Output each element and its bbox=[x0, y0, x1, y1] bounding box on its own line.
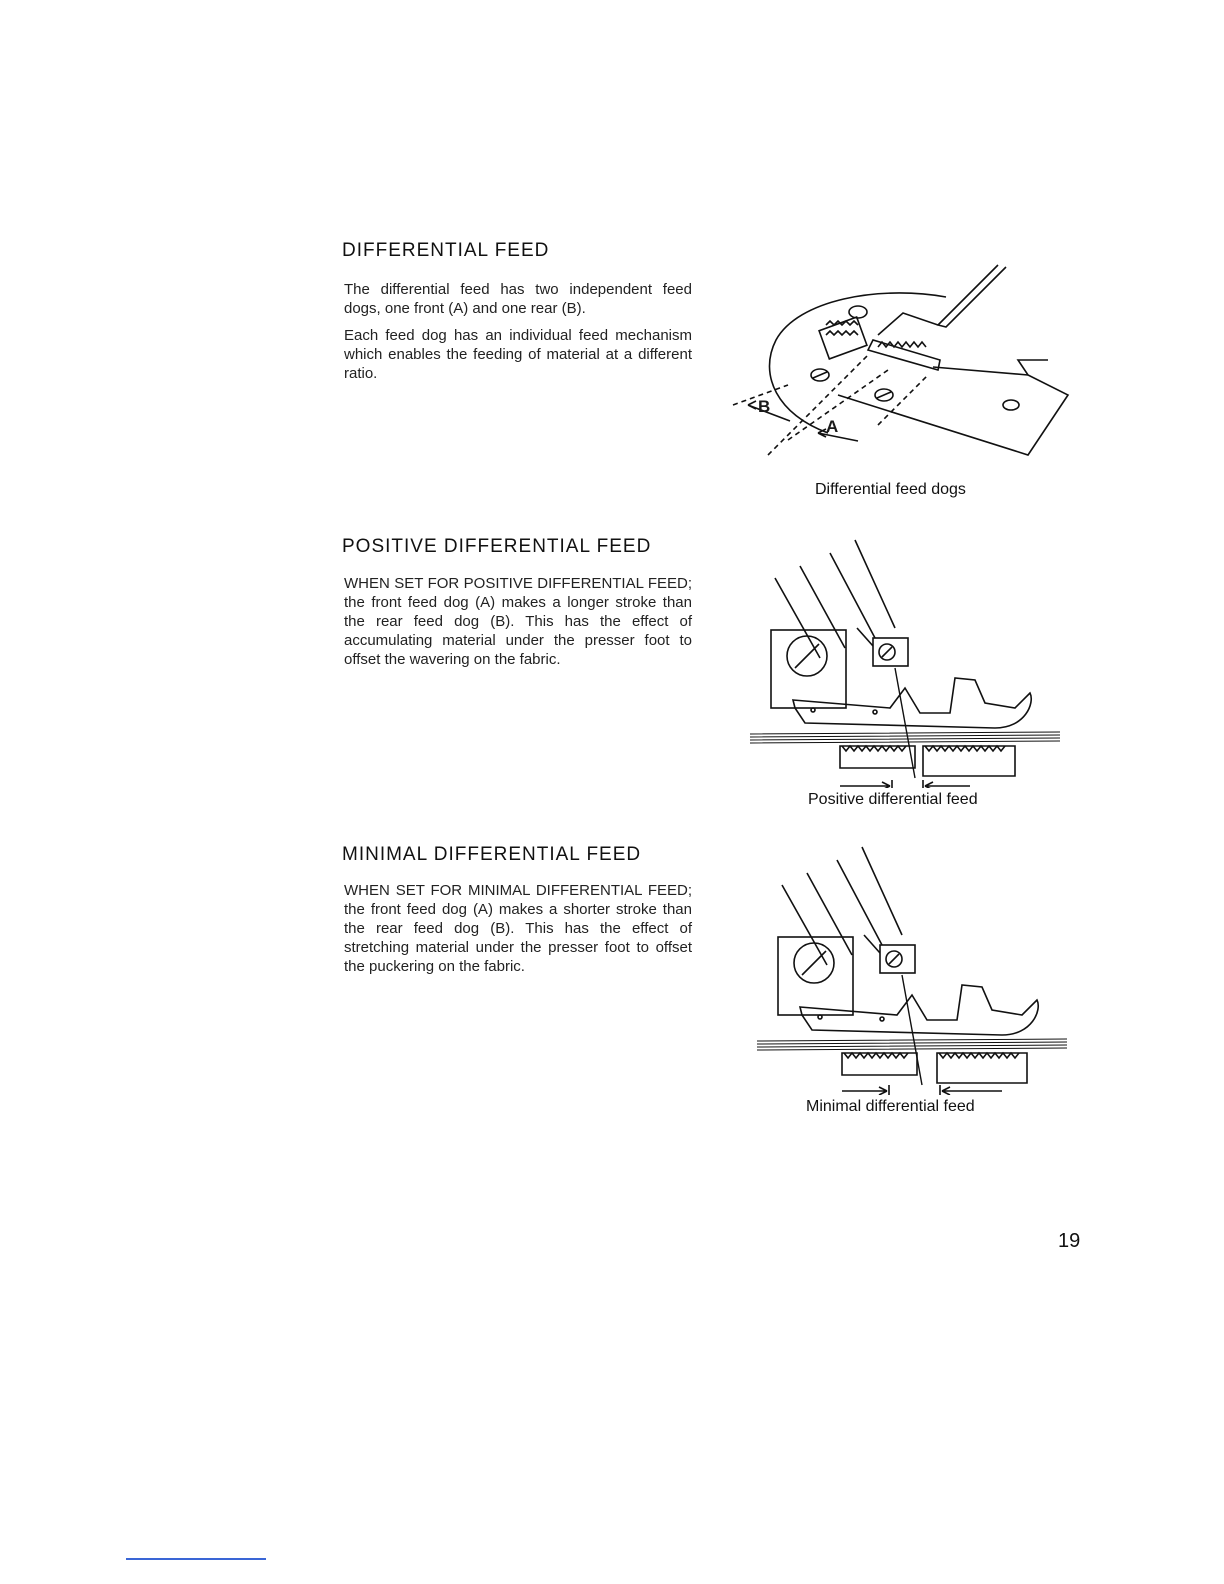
caption-minimal-differential-feed: Minimal differential feed bbox=[806, 1098, 975, 1115]
label-rear-feed-dog: B bbox=[758, 397, 771, 416]
section-heading-minimal-differential-feed: MINIMAL DIFFERENTIAL FEED bbox=[342, 844, 642, 865]
page-number: 19 bbox=[1058, 1230, 1081, 1252]
section-heading-differential-feed: DIFFERENTIAL FEED bbox=[342, 240, 550, 261]
minimal-differential-feed-paragraph: WHEN SET FOR MINIMAL DIFFERENTIAL FEED; the front feed dog (A) makes a shorter stroke than the rear feed dog (B). This has the effect of stretching material under the presser foot to offset the puckering on the fabric. bbox=[344, 882, 692, 975]
caption-differential-feed-dogs: Differential feed dogs bbox=[815, 481, 966, 498]
label-front-feed-dog: A bbox=[826, 417, 839, 436]
positive-differential-feed-illustration bbox=[745, 538, 1065, 788]
footer-divider bbox=[126, 1558, 266, 1560]
positive-differential-feed-paragraph: WHEN SET FOR POSITIVE DIFFERENTIAL FEED; the front feed dog (A) makes a longer stroke than the rear feed dog (B). This has the effect of accumulating material under the presser foot to offset the wavering on the fabric. bbox=[344, 575, 692, 668]
minimal-differential-feed-illustration bbox=[752, 845, 1072, 1095]
caption-positive-differential-feed: Positive differential feed bbox=[808, 791, 978, 808]
differential-feed-paragraph-1: The differential feed has two independent feed dogs, one front (A) and one rear (B). bbox=[344, 281, 692, 317]
differential-feed-paragraph-2: Each feed dog has an individual feed mechanism which enables the feeding of material at a different ratio. bbox=[344, 327, 692, 382]
differential-feed-dogs-illustration bbox=[728, 255, 1078, 470]
section-heading-positive-differential-feed: POSITIVE DIFFERENTIAL FEED bbox=[342, 536, 652, 557]
